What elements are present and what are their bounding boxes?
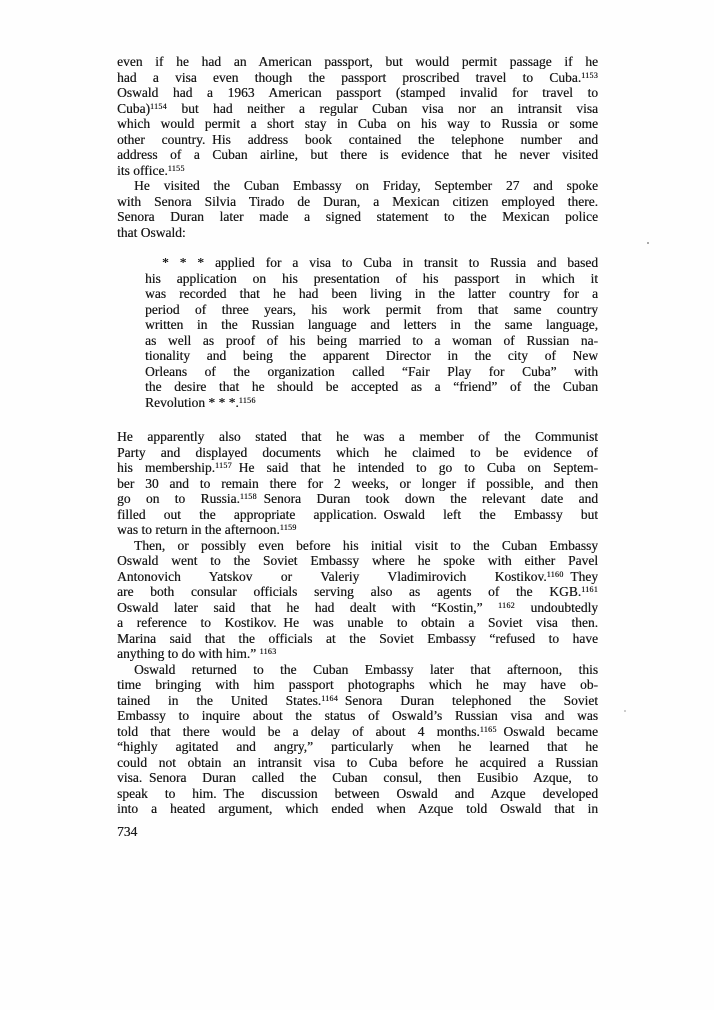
text-line: go on to Russia.$^{1158}$ Senora Duran took down the relevant date and xyxy=(117,491,598,506)
text-line: Oswald went to the Soviet Embassy where he spoke with either Pavel xyxy=(117,553,598,568)
text-line: told that there would be a delay of about 4 months.$^{1165}$ Oswald became xyxy=(117,723,598,739)
scan-speck xyxy=(624,710,626,712)
text-line: Antonovich Yatskov or Valeriy Vladimirovich Kostikov.$^{1160}$ They xyxy=(117,568,598,584)
text-line: visa. Senora Duran called the Cuban consul, then Eusibio Azque, to xyxy=(117,770,598,785)
text-line: with Senora Silvia Tirado de Duran, a Mexican citizen employed there. xyxy=(117,193,598,209)
text-line: period of three years, his work permit from that same country xyxy=(145,301,598,317)
text-line: its office.$^{1155}$ xyxy=(117,162,185,178)
text-line: Revolution * * *.$^{1156}$ xyxy=(145,394,256,410)
text-line: Senora Duran later made a signed statement to the Mexican police xyxy=(117,209,598,224)
text-line: even if he had an American passport, but would permit passage if he xyxy=(117,54,598,69)
text-column xyxy=(117,54,598,817)
footnote-ref: 1154 xyxy=(150,101,167,111)
scan-speck xyxy=(647,242,649,244)
footnote-ref: 1155 xyxy=(167,163,185,173)
text-line: speak to him. The discussion between Oswald and Azque developed xyxy=(117,785,598,801)
text-line: that Oswald: xyxy=(117,224,186,240)
text-line: Then, or possibly even before his initial visit to the Cuban Embassy xyxy=(134,537,598,553)
footnote-ref: 1164 xyxy=(321,693,339,703)
footnote-ref: 1160 xyxy=(546,569,564,579)
footnote-ref: 1153 xyxy=(581,70,598,80)
text-line: had a visa even though the passport proscribed travel to Cuba.$^{1153}$ xyxy=(117,69,598,85)
text-line: anything to do with him.” $^{1163}$ xyxy=(117,646,277,661)
text-line: time bringing with him passport photographs which he may have ob- xyxy=(117,677,598,692)
text-line: “highly agitated and angry,” particularly when he learned that he xyxy=(117,739,598,754)
text-line: was recorded that he had been living in the latter country for a xyxy=(145,286,598,301)
footnote-ref: 1162 xyxy=(498,600,515,610)
text-line: tionality and being the apparent Director in the city of New xyxy=(145,348,598,363)
footnote-ref: 1163 xyxy=(259,647,277,656)
text-line: filled out the appropriate application. Oswald left the Embassy but xyxy=(117,506,598,522)
text-line: Embassy to inquire about the status of Oswald’s Russian visa and was xyxy=(117,708,598,723)
text-line: as well as proof of his being married to a woman of Russian na- xyxy=(145,332,598,348)
text-line: a reference to Kostikov. He was unable to obtain a Soviet visa then. xyxy=(117,615,598,630)
paragraph xyxy=(117,178,598,240)
paragraph xyxy=(117,54,598,178)
footnote-ref: 1165 xyxy=(479,724,497,734)
text-line: which would permit a short stay in Cuba on his way to Russia or some xyxy=(117,116,598,131)
text-line: Marina said that the officials at the Soviet Embassy “refused to have xyxy=(117,630,598,646)
text-line: the desire that he should be accepted as a “friend” of the Cuban xyxy=(145,379,598,394)
text-line: his application on his presentation of his passport in which it xyxy=(145,270,598,286)
text-line: Oswald had a 1963 American passport (stamped invalid for travel to xyxy=(117,85,598,100)
text-line: Party and displayed documents which he claimed to be evidence of xyxy=(117,444,598,460)
footnote-ref: 1156 xyxy=(238,395,256,405)
text-line: written in the Russian language and letters in the same language, xyxy=(145,317,598,332)
footnote-ref: 1159 xyxy=(279,523,297,532)
text-line: tained in the United States.$^{1164}$ Senora Duran telephoned the Soviet xyxy=(117,692,598,708)
paragraph xyxy=(117,662,598,817)
text-line: Oswald returned to the Cuban Embassy later that afternoon, this xyxy=(134,661,598,677)
text-line: could not obtain an intransit visa to Cuba before he acquired a Russian xyxy=(117,754,598,770)
text-line: He apparently also stated that he was a member of the Communist xyxy=(117,429,598,444)
block-quote xyxy=(145,255,598,410)
text-line: Orleans of the organization called “Fair Play for Cuba” with xyxy=(145,363,598,379)
paragraph xyxy=(117,538,598,662)
text-line: ber 30 and to remain there for 2 weeks, or longer if possible, and then xyxy=(117,475,598,491)
footnote-ref: 1161 xyxy=(581,585,598,594)
text-line: * * * applied for a visa to Cuba in transit to Russia and based xyxy=(162,255,598,270)
text-line: into a heated argument, which ended when Azque told Oswald that in xyxy=(117,801,598,816)
text-line: He visited the Cuban Embassy on Friday, September 27 and spoke xyxy=(134,178,598,193)
footnote-ref: 1158 xyxy=(239,492,257,501)
text-line: Oswald later said that he had dealt with “Kostin,” $^{1162}$ undoubtedly xyxy=(117,599,598,615)
text-line: address of a Cuban airline, but there is evidence that he never visited xyxy=(117,147,598,162)
text-line: are both consular officials serving also as agents of the KGB.$^{1161}$ xyxy=(117,584,598,599)
text-line: was to return in the afternoon.$^{1159}$ xyxy=(117,522,297,537)
footnote-ref: 1157 xyxy=(214,461,232,470)
page-number: 734 xyxy=(117,824,138,839)
paragraph xyxy=(117,429,598,538)
text-line: his membership.$^{1157}$ He said that he intended to go to Cuba on Septem- xyxy=(117,460,598,475)
text-line: Cuba)$^{1154}$ but had neither a regular Cuban visa nor an intransit visa xyxy=(117,100,598,116)
text-line: other country. His address book contained the telephone number and xyxy=(117,131,598,147)
